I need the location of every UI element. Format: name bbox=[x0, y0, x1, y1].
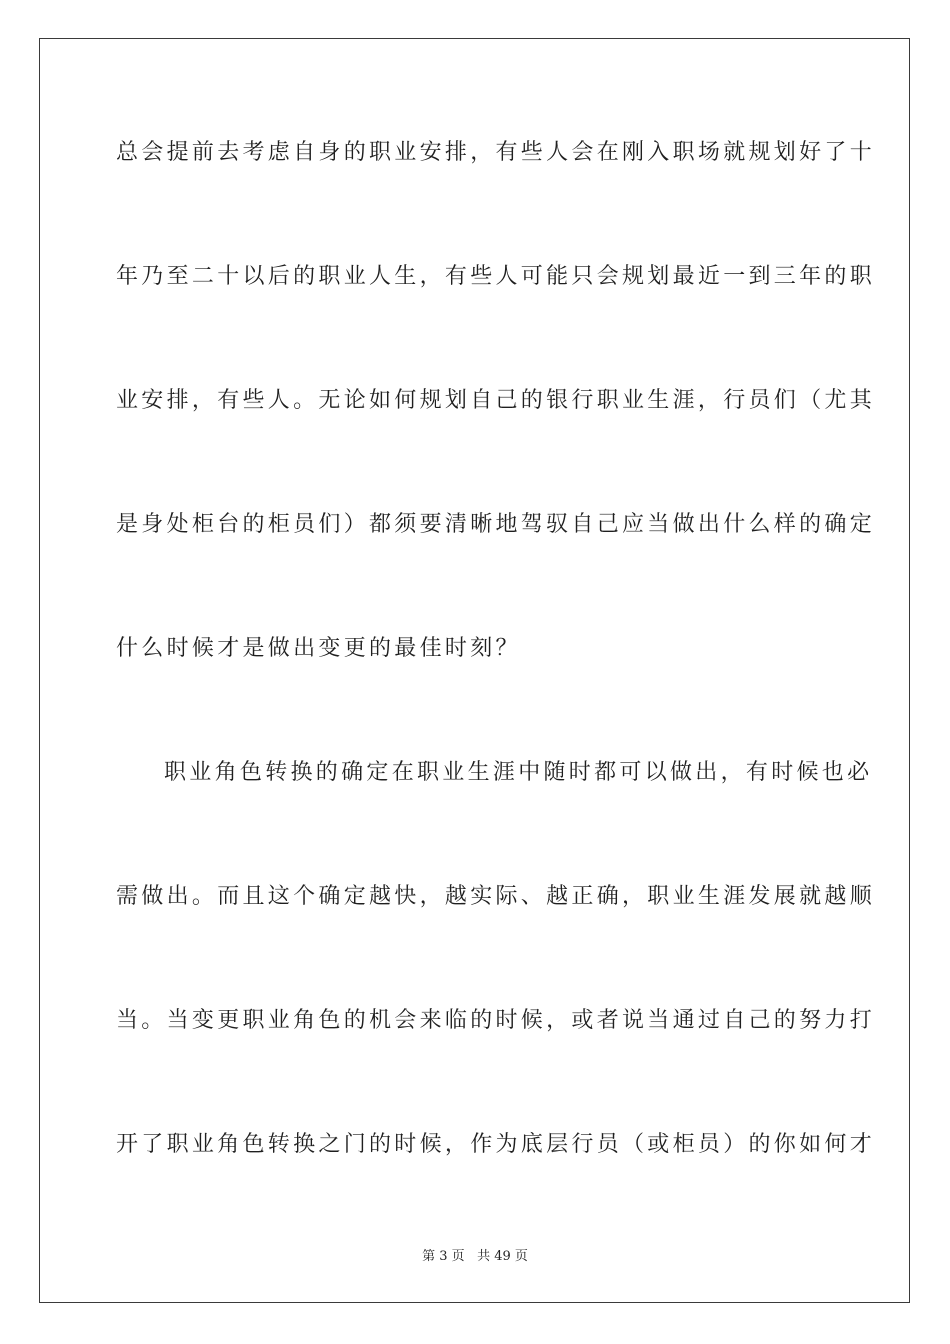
page-footer bbox=[0, 1248, 950, 1266]
page-total: 共 49 页 bbox=[477, 1249, 528, 1264]
paragraph-line: 当。当变更职业角色的机会来临的时候，或者说当通过自己的努力打 bbox=[116, 1008, 876, 1033]
paragraph-line: 是身处柜台的柜员们）都须要清晰地驾驭自己应当做出什么样的确定 bbox=[116, 512, 876, 537]
paragraph-line: 年乃至二十以后的职业人生，有些人可能只会规划最近一到三年的职 bbox=[116, 264, 876, 289]
page-number: 第 3 页 bbox=[422, 1249, 465, 1264]
page-border bbox=[39, 38, 910, 1303]
paragraph-line: 业安排，有些人。无论如何规划自己的银行职业生涯，行员们（尤其 bbox=[116, 388, 876, 413]
paragraph-line: 开了职业角色转换之门的时候，作为底层行员（或柜员）的你如何才 bbox=[116, 1132, 876, 1157]
paragraph-line-indented: 职业角色转换的确定在职业生涯中随时都可以做出，有时候也必 bbox=[164, 760, 873, 785]
paragraph-line: 总会提前去考虑自身的职业安排，有些人会在刚入职场就规划好了十 bbox=[116, 140, 876, 165]
paragraph-line: 需做出。而且这个确定越快，越实际、越正确，职业生涯发展就越顺 bbox=[116, 884, 876, 909]
paragraph-line: 什么时候才是做出变更的最佳时刻？ bbox=[116, 636, 521, 661]
